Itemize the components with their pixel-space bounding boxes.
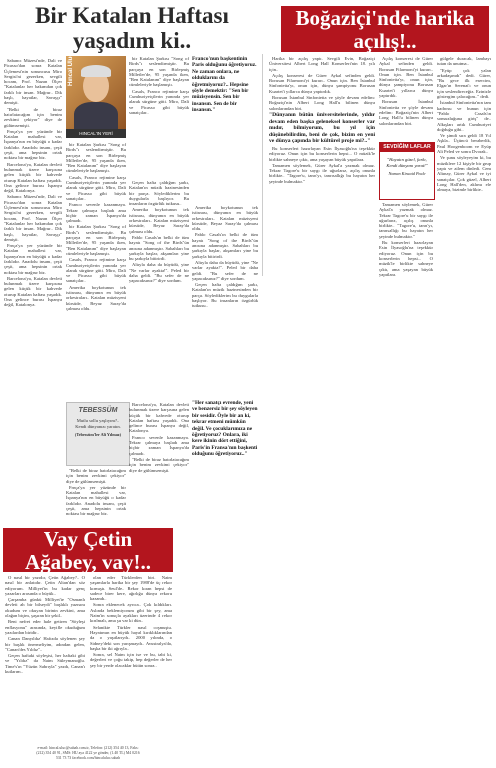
headline-line-1: Bir Katalan Haftası (35, 3, 229, 28)
paragraph: "Eyüp çok yalan arkadaşımdı" dedi. Gürer, "Bu gece ilk esercim, Elgar'ın Serenat'ı ve onun için seslendireceğiz. Ezinizle göstergim çalacağım.." dedi. (437, 67, 491, 100)
article-2-col-1c (379, 202, 433, 277)
article-3-headline (3, 528, 173, 574)
tebessum-text: Mutlu sollu yaşlıyım?.. Kendi dünyanızı yaratın. (75, 418, 121, 429)
paragraph: "Belki de biraz hatırlatacağım için benim zevkimi çekiyor" diye de gülümsemişti. (4, 106, 62, 128)
paragraph: Franco sevenle kazanmaya. Tekrar çalmaya başladı ama hiçbir zaman İspanya'da çalmadı. (66, 202, 126, 224)
paragraph: "Belki de biraz hatırlatacağım için benim zevkimi çekiyor" diye de gülümsemişti. (129, 456, 189, 473)
paragraph: Harika bir açılış yaptı. Sevgili Evin, Boğaziçi Üniversitesi Albert Long Hall Konserleri'nin 18. yılı için.. (269, 56, 375, 72)
article-1-col-3-bold (192, 56, 258, 202)
article-1-col-2-top (129, 56, 189, 176)
article-1-col-4 (192, 205, 258, 395)
article-2-bold-quote: "Dünyanın bütün üniversitelerinde, yıldır devam eden başka geleneksel konserler var mıdır, bilmiyorum, bu yıl için düşünebilirdim, beni de çok, bizim en yeni ve dünya çapında bir kültürel proje mi?.." (269, 111, 375, 145)
paragraph: Sonra, sel Naim için ise ve bu, tabi ki, değerleri ve çoğu takip, hep değerler de her şey bir yerde olacaklar bütün sonra.. (90, 652, 172, 668)
paragraph: İstanbul Sinfonietta'nın tam kadrosu ve bunun için "Pablo Casals'ın sonsuzluğuna giriş" de.. Alkışları artık Cumhuriyet doğduğu gibi.. (437, 100, 491, 132)
paragraph: Borusan İstanbul Sinfonietta ve şöyle devam edelim: Boğaziçi'nin Albert Long Hall'u bilinen dünya salonlarından biri. (379, 99, 433, 126)
paragraph: Franco sevenle kazanmaya. Tekrar çalmaya başladı ama hiçbir zaman İspanya'da çalmadı. (129, 434, 189, 456)
article-1-col-3 (129, 180, 189, 400)
paragraph: Geçen hafta çaldığım şarkı, Katalan'ın müzik hazinesinden bir parça. Söylediklerim bu duygularla başlıyor. Bu insanların özgürlük tutkusu.. (192, 282, 258, 309)
paragraph: Frnça'ya yer yüzünde bir Katalan mahallesi var, İspanya'nın en büyüğü o kadar farklıdır. Anadolu insanı, çeşit çeşit, ama hepsinin ortak noktası bir mağrur biz. (4, 243, 62, 275)
sevdigim-laflar-text: "Hayatın güzel, farkı, Kendi dünyanı yarat!" (386, 157, 428, 168)
paragraph: Casals, Franco rejimine karşı Cumhuriyetçilerin yanında yer alarak sürgüne gitti. Miro, Dali ve Picasso gibi büyük sanatçılar.. (129, 88, 189, 115)
article-1-col-2 (66, 142, 126, 392)
paragraph: Frnça'ya yer yüzünde bir Katalan mahallesi var, İspanya'nın en büyüğü o kadar farklıdır. Anadolu insanı, çeşit çeşit, ama hepsinin ortak noktası bir mağrur biz. (66, 484, 126, 517)
paragraph: Casals, Franco rejimine karşı Cumhuriyetçilerin yanında yer alarak sürgüne gitti. Miro, Dali ve Picasso gibi büyük sanatçılar.. (66, 257, 126, 284)
sevdigim-laflar-box (379, 142, 435, 200)
paragraph: Canan Danyıldız' Hafızda söylenen şey bir başlık önermeliyim, adından gelen, "Canan'des Yıldız".. (5, 636, 85, 652)
paragraph: Sabancı Müzesi'nde, Dali ve Picasso'dan sonra Katalan Üçlemesi'nin sonuncusu Miro Sergisi'ni gezerken, sevgili hocam, Prof. Nazan Ölçer "Katalanlar her bakımdan çok farklı bir insan. Mağrur.. Dik başlı, hayatlar, Savaşçı" demişti. (4, 194, 62, 242)
contact-line-2: (212) 354 40 91, SMS: HU aya 4122 ye gönder, (1.40 TL) M4 0216 (36, 751, 140, 755)
paragraph: Pablo Casals'ın belki de tüm hayatı "Song of the Birds"ün anısına adanmıştır. Sabahları bu şarkıyla başlar, akşamları yine bu şarkıyla bitirirdi. (129, 234, 189, 262)
headline-line-2: Ağabey, vay!.. (25, 550, 151, 574)
article-3-col-2 (90, 575, 172, 745)
tebessum-box (66, 402, 130, 466)
headline-line-1: Vay Çetin (43, 527, 133, 551)
author-column-label: HINCAL'IN YERİ (66, 129, 126, 138)
article-3-col-1 (5, 575, 85, 745)
paragraph: Amerika boykotunun tek istisnası, dünyanın en büyük orkestraları.. Katalan müzisyeni kürsüde, Beyaz Saray'da çalması oldu. (129, 207, 189, 234)
contact-line-3: 531 73 73 facebook.com/hincaluluc.sabah (55, 756, 120, 760)
article-1-headline (2, 3, 262, 53)
author-hair (81, 65, 111, 77)
paragraph: Frnça'ya yer yüzünde bir Katalan mahallesi var, İspanya'nın en büyüğü o kadar farklıdır. Anadolu insanı, çeşit çeşit, ama hepsinin ortak noktası bir mağrur biz. (4, 128, 62, 161)
sevdigim-laflar-author: Noman Kincaid Peale (388, 171, 426, 177)
headline-line-2: açılış!.. (353, 29, 417, 53)
author-body (74, 102, 118, 132)
paragraph: bir Katalan Şarkısı "Song of Birds"ı seslendirmiştir. Bu parçaya en son Birleşmiş Milletler'de, 95 yaşında iken, "Ben Katalanım" diye başlayan cümleleriyle başlamıştı. (129, 56, 189, 88)
paragraph: Sonra eklenecek ayrıca.. Çok kıldıkları. Aslında beklemiyorum gibi bir şey, ama Naim'in sonuçla ayakları üzerinde 4 rekor kırılmalı, ama şu var ki dün.. (90, 602, 172, 624)
tebessum-title: TEBESSÜM (78, 407, 118, 414)
paragraph: Ve şimdi sıra geldi 18 Yıl Aşkla.. Üçüncü beraberlik, Paul Hoogenboom ve Eyüp Ali Peled ve sonra Dvorak.. (437, 133, 491, 155)
paragraph: Pablo Casals'ın belki de tüm hayatı "Song of the Birds"ün anısına adanmıştır. Sabahları bu şarkıyla başlar, akşamları yine bu şarkıyla bitirirdi. (192, 232, 258, 259)
article-2-col-1 (269, 56, 375, 274)
paragraph: Borusan İstanbul Sinfonietta ve şöyle devam edelim: Boğaziçi'nin Albert Long Hall'u bilinen dünya salonlarından biri. (269, 95, 375, 111)
pull-quote-text: "Her sanatçı evrende, yeni ve benzersiz bir şey söyleyen bir sesidir. Öyle bir an ki, tekrar etmeni mümkün değil. Ve çocuklarımıza ne öğretiyoruz? Onlara, iki kere ikinin dört ettiğini, Paris'in Fransa'nın başkenti olduğunu öğretiyoruz.." (192, 400, 258, 458)
article-2-headline-box (281, 6, 489, 52)
paragraph: Açılış konseresi de Gürer Aykal sefinden geldi. Borusan Filarmoni'yi kurarı.. Onun için. Ben İstanbul Sinfonietta'yı, onun için, dünya şampiyonu Borusan Kuartet'i yıllarca dünya yaptırdık. (379, 56, 433, 99)
sevdigim-laflar-title: SEVDİĞİM LAFLAR (380, 143, 434, 152)
paragraph: Tamamen söylemek, Gürer Aykal'a yazmak olmaz. Tekrar Tagore'u bir saygı ile uğurlarız, açılış onunla birlikte.. "Tagore'u, tanrı'yı, tanrısallığı bu hayatın her şeyinde bulmaktır." (269, 162, 375, 184)
article-1-col-2-bottom (66, 468, 126, 528)
paragraph: bir Katalan Şarkısı "Song of Birds"ı seslendirmiştir. Bu parçaya en son Birleşmiş Milletler'de, 95 yaşında iken, "Ben Katalanım" diye başlayan cümleleriyle başlamıştı. (66, 142, 126, 174)
paragraph: Çarşamba günkü Milliyet'te "Osmanlı devleti ah bir bilseydi" başlıklı yazısını okudum ve okuyan birinin zevkini, ama olağan biçim, şaşıran bir şekil.. (5, 597, 85, 619)
author-name-label: Hıncal Uluç (68, 53, 74, 86)
article-1 (2, 0, 262, 530)
bold-paragraph: Franco'nun başkentinin Paris olduğunu öğretiyoruz. Ne zaman onlara, ne olduklarını da öğretmiyoruz?.. Hepsine şöyle demektir: "Sen bir müzisyensin. Sen bir insansın. Sen de bir insansın." (192, 56, 257, 114)
paragraph: Bu konserleri hazırlayan Esin İlyasoğlu'na teşekkür ediyoruz. Onun için bu konserlerin hepsi... O müzik'le birlikte sahneye çıktı, ama yaşayan büyük yapıtlara. (269, 145, 375, 162)
article-2-col-2 (437, 56, 491, 274)
article-1-pull-quote (192, 400, 258, 528)
paragraph: gülgele duracak, lambayı tutan da unutma.. (437, 56, 491, 67)
article-1-col-3-bottom (129, 402, 189, 528)
article-3-headline-box (3, 528, 173, 572)
paragraph: Altıyla daha da büyüdü, yine "Ne varlar ayakta!". Peled bir daha geldi. "Bu sefer de ne yapacaksınız?" diye sordum. (129, 262, 189, 284)
paragraph: Geçen haftaki söyleşisi, her haftaki gibi ve "Yıldız" da Naim Süleymanoğlu. Time's'ın "Yüzün Sabrıyla" yazdı, Canan'ı kutlarım.. (5, 653, 85, 675)
headline-line-2: yaşadım ki.. (72, 28, 192, 53)
article-2-col-1b (379, 56, 433, 140)
contact-line-1: e-mail: hincal.uluc@sabah.com.tr, Telefon: (212) 354 40 13, Faks: (37, 746, 139, 750)
article-2-frame (262, 54, 493, 276)
paragraph: Tamamen söylemek, Gürer Aykal'a yazmak olmaz. Tekrar Tagore'u bir saygı ile uğurlarız, açılış onunla birlikte.. "Tagore'u, tanrı'yı, tanrısallığı bu hayatın her şeyinde bulmaktır." (379, 202, 433, 239)
paragraph: Amerika boykotunun tek istisnası, dünyanın en büyük orkestraları.. Katalan müzisyeni kürsüde, Beyaz Saray'da çalması oldu. (192, 205, 258, 232)
article-1-col-1 (4, 58, 62, 528)
author-photo (66, 53, 126, 138)
paragraph: bir Katalan Şarkısı "Song of Birds"ı seslendirmiştir. Bu parçaya en son Birleşmiş Milletler'de, 95 yaşında iken, "Ben Katalanım" diye başlayan cümleleriyle başlamıştı. (66, 224, 126, 256)
paragraph: olan eder Türklerden biri. Naim yaşamlarla harika bir şey 1988'de üç rekor kırmıştı. Seul'de.. Rekor kıran hepsi de sadece birer kere, ağırlığa dünya rekoru kazandı.. (90, 575, 172, 602)
paragraph: Selanikte Türkler nasıl coşmuştu. Hayatımın en büyük hayal kırıklıklarından da o yaşıtlarıydı.. 2000 yılında, o Sidney'deki son yarışmaydı.. Avustralya'da, başka bir iki ağrıyla.. (90, 624, 172, 651)
paragraph: Barcelona'ya, Katalan devleti bulunmak üzere karşısına gelen küçük bir kahvede oturup Katalan haftası yaşadık. Ona gelince burası İspanya değil, Katalonya. (4, 275, 62, 308)
paragraph: Casals, Franco rejimine karşı Cumhuriyetçilerin yanında yer alarak sürgüne gitti. Miro, Dali ve Picasso gibi büyük sanatçılar.. (66, 174, 126, 201)
contact-footer (3, 746, 173, 761)
paragraph: "Belki de biraz hatırlatacağım için benim zevkimi çekiyor" diye de gülümsemişti. (66, 468, 126, 484)
paragraph: Amerika boykotunun tek istisnası, dünyanın en büyük orkestraları.. Katalan müzisyeni kürsüde, Beyaz Saray'da çalması oldu. (66, 284, 126, 311)
paragraph: Altıyla daha da büyüdü, yine "Ne varlar ayakta!". Peled bir daha geldi. "Bu sefer de ne yapacaksınız?" diye sordum. (192, 259, 258, 281)
tebessum-author: (Tebessüm'ler Ali Yılmaz) (74, 432, 122, 438)
paragraph: Açılış konseresi de Gürer Aykal sefinden geldi. Borusan Filarmoni'yi kurarı.. Onun için. Ben İstanbul Sinfonietta'yı, onun için, dünya şampiyonu Borusan Kuartet'i yıllarca dünya yaptırdık. (269, 72, 375, 94)
paragraph: Barcelona'ya, Katalan devleti bulunmak üzere karşısına gelen küçük bir kahvede oturup Katalan haftası yaşadık. Ona gelince burası İspanya değil, Katalonya. (129, 402, 189, 434)
paragraph: Geçen hafta çaldığım şarkı, Katalan'ın müzik hazinesinden bir parça. Söylediklerim bu duygularla başlıyor. Bu insanların özgürlük tutkusu.. (129, 180, 189, 207)
paragraph: Ve şunu söyleyeyim ki, bu müziklere 12 kişiyle bir grup yaptı ve ailem dinledi. Cem Altınay, Gürer Aykal ve iyi sanatçılar. Çok güzel, Albert Long Hall'den, aklımı ele almaya, bizimle birlikte.. (437, 155, 491, 193)
paragraph: O nasıl bir yazıdır, Çetin Ağabey?.. O nasıl bir anlatıdır. Çetin Altan'dan söz ediyorum. Milliyet'in bu kadar genç yazarları arasında o büyük.. (5, 575, 85, 596)
paragraph: Beni nefret eder hale getiren "Söyleşi enflasyonu" arasında, keyifle okuduğum yazılardan biridir.. (5, 619, 85, 635)
article-2-headline (281, 6, 489, 53)
paragraph: Barcelona'ya, Katalan devleti bulunmak üzere karşısına gelen küçük bir kahvede oturup Katalan haftası yaşadık. Ona gelince burası İspanya değil, Katalonya. (4, 161, 62, 194)
paragraph: Sabancı Müzesi'nde, Dali ve Picasso'dan sonra Katalan Üçlemesi'nin sonuncusu Miro Sergisi'ni gezerken, sevgili hocam, Prof. Nazan Ölçer "Katalanlar her bakımdan çok farklı bir insan. Mağrur.. Dik başlı, hayatlar, Savaşçı" demişti. (4, 58, 62, 106)
headline-line-1: Boğaziçi'nde harika (295, 6, 475, 30)
paragraph: Bu konserleri hazırlayan Esin İlyasoğlu'na teşekkür ediyoruz. Onun için bu konserlerin hepsi... O müzik'le birlikte sahneye çıktı, ama yaşayan büyük yapıtlara. (379, 240, 433, 277)
